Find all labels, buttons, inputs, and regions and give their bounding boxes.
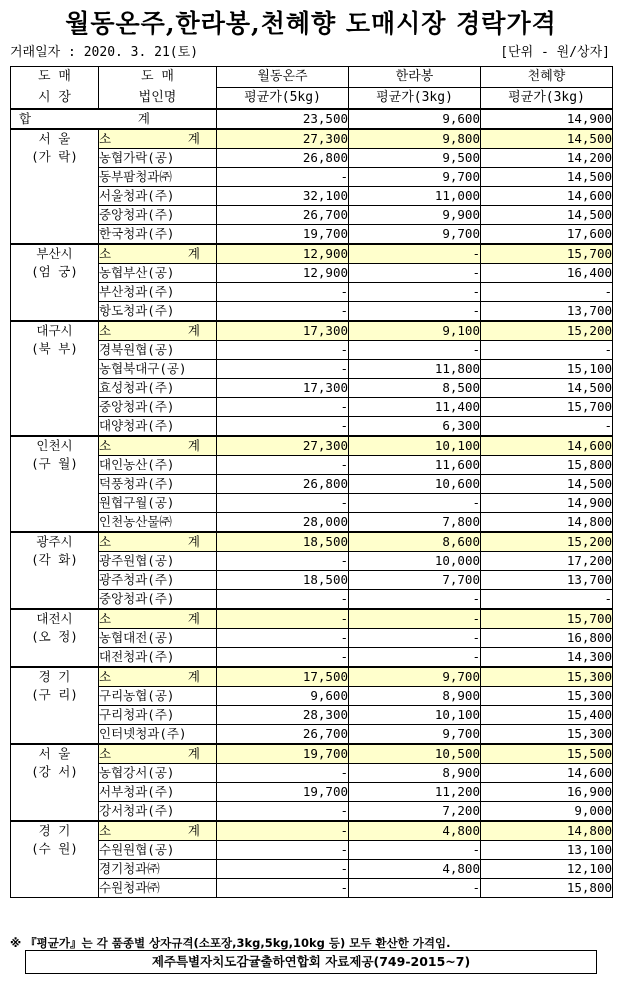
- price-cell: 8,900: [349, 687, 481, 706]
- market-name: [11, 821, 99, 898]
- corp-name: 중앙청과(주): [99, 590, 217, 610]
- price-cell: 8,900: [349, 764, 481, 783]
- price-cell: 15,700: [481, 244, 613, 264]
- header-col2-name: 한라봉: [349, 67, 481, 88]
- price-cell: -: [481, 590, 613, 610]
- market-city: 부산시: [36, 246, 73, 261]
- table-row: [11, 168, 613, 187]
- corp-name: 농협대전(공): [99, 629, 217, 648]
- price-cell: -: [217, 494, 349, 513]
- price-cell: 15,100: [481, 360, 613, 379]
- subtotal-row: [11, 667, 613, 687]
- price-cell: -: [481, 341, 613, 360]
- market-name: [11, 129, 99, 244]
- corp-name: 항도청과(주): [99, 302, 217, 322]
- price-cell: 12,100: [481, 860, 613, 879]
- table-row: [11, 225, 613, 245]
- subtotal-label-part: 소: [99, 746, 112, 761]
- price-cell: 9,700: [349, 168, 481, 187]
- table-row: [11, 687, 613, 706]
- market-block: [11, 667, 613, 744]
- corp-name: 인천농산물㈜: [99, 513, 217, 533]
- price-cell: 16,800: [481, 629, 613, 648]
- price-cell: 19,700: [217, 783, 349, 802]
- price-cell: -: [217, 590, 349, 610]
- price-cell: -: [481, 417, 613, 437]
- corp-name: 광주청과(주): [99, 571, 217, 590]
- header-col1-sub: 평균가(5kg): [217, 88, 349, 110]
- price-cell: 14,600: [481, 436, 613, 456]
- price-cell: 6,300: [349, 417, 481, 437]
- header-col1-name: 월동온주: [217, 67, 349, 88]
- price-cell: 26,700: [217, 206, 349, 225]
- subtotal-label-part: 소: [99, 246, 112, 261]
- subtotal-label-text: [99, 822, 216, 840]
- corp-name: 구리농협(공): [99, 687, 217, 706]
- table-row: [11, 149, 613, 168]
- price-cell: -: [217, 168, 349, 187]
- market-name: [11, 532, 99, 609]
- subtotal-label-part: 계: [187, 131, 200, 146]
- market-block: [11, 744, 613, 821]
- subtotal-label-part: 소: [99, 323, 112, 338]
- price-cell: 27,300: [217, 129, 349, 149]
- table-row: [11, 571, 613, 590]
- price-cell: 10,500: [349, 744, 481, 764]
- table-row: [11, 302, 613, 322]
- market-block: [11, 609, 613, 667]
- market-district: (엄 궁): [31, 264, 78, 279]
- subtotal-label-text: [99, 533, 216, 551]
- price-cell: 9,800: [349, 129, 481, 149]
- subtotal-label-part: 계: [187, 323, 200, 338]
- header-market-2: 시 장: [11, 88, 99, 110]
- price-cell: 14,500: [481, 168, 613, 187]
- table-row: [11, 552, 613, 571]
- subtotal-label-part: 계: [187, 438, 200, 453]
- price-cell: -: [349, 648, 481, 668]
- table-row: [11, 494, 613, 513]
- grand-total-row: [11, 109, 613, 129]
- price-cell: 9,000: [481, 802, 613, 822]
- price-cell: -: [217, 609, 349, 629]
- table-row: [11, 456, 613, 475]
- table-row: [11, 802, 613, 822]
- market-district: (오 정): [31, 629, 78, 644]
- corp-name: 대양청과(주): [99, 417, 217, 437]
- table-row: [11, 475, 613, 494]
- footnote: ※ 『평균가』는 각 품종별 상자규격(소포장,3kg,5kg,10kg 등) 모두 환산한 가격임.: [10, 936, 451, 950]
- price-cell: -: [217, 302, 349, 322]
- price-cell: -: [217, 821, 349, 841]
- corp-name: 대전청과(주): [99, 648, 217, 668]
- price-cell: 28,300: [217, 706, 349, 725]
- table-row: [11, 590, 613, 610]
- price-cell: -: [349, 841, 481, 860]
- market-name: [11, 609, 99, 667]
- trade-date: 거래일자 : 2020. 3. 21(토): [10, 45, 199, 60]
- price-cell: 11,400: [349, 398, 481, 417]
- price-cell: 15,300: [481, 687, 613, 706]
- price-cell: 11,200: [349, 783, 481, 802]
- price-cell: 9,700: [349, 667, 481, 687]
- price-cell: 26,800: [217, 475, 349, 494]
- table-row: [11, 706, 613, 725]
- subtotal-label-text: [99, 437, 216, 455]
- table-row: [11, 187, 613, 206]
- price-cell: 15,500: [481, 744, 613, 764]
- price-cell: 19,700: [217, 225, 349, 245]
- corp-name: 농협부산(공): [99, 264, 217, 283]
- price-cell: -: [349, 264, 481, 283]
- header-col2-sub: 평균가(3kg): [349, 88, 481, 110]
- market-name: [11, 244, 99, 321]
- price-cell: 13,700: [481, 302, 613, 322]
- table-row: [11, 398, 613, 417]
- price-cell: 15,700: [481, 398, 613, 417]
- market-city: 광주시: [36, 534, 73, 549]
- table-row: [11, 264, 613, 283]
- price-cell: 16,400: [481, 264, 613, 283]
- subtotal-label-text: [99, 610, 216, 628]
- market-district: (북 부): [31, 341, 78, 356]
- price-cell: 15,700: [481, 609, 613, 629]
- corp-name: 농협북대구(공): [99, 360, 217, 379]
- price-cell: -: [217, 629, 349, 648]
- corp-name: 광주원협(공): [99, 552, 217, 571]
- corp-name: 서부청과(주): [99, 783, 217, 802]
- subtotal-row: [11, 321, 613, 341]
- subtotal-label: [99, 744, 217, 764]
- subtotal-label-part: 계: [187, 246, 200, 261]
- price-cell: 14,800: [481, 821, 613, 841]
- table-row: [11, 764, 613, 783]
- price-cell: -: [217, 802, 349, 822]
- market-city: 서 울: [38, 746, 71, 761]
- table-row: [11, 379, 613, 398]
- price-cell: 9,700: [349, 725, 481, 745]
- price-cell: -: [349, 609, 481, 629]
- market-name: [11, 744, 99, 821]
- market-city: 경 기: [38, 669, 71, 684]
- unit-label: [단위 - 원/상자]: [500, 45, 610, 60]
- subtotal-label-part: 소: [99, 669, 112, 684]
- market-city: 경 기: [38, 823, 71, 838]
- price-cell: 4,800: [349, 860, 481, 879]
- page-title: 월동온주,한라봉,천혜향 도매시장 경락가격: [65, 9, 557, 38]
- corp-name: 원협구월(공): [99, 494, 217, 513]
- price-cell: -: [481, 283, 613, 302]
- price-cell: 10,000: [349, 552, 481, 571]
- price-cell: 11,600: [349, 456, 481, 475]
- price-cell: 9,600: [217, 687, 349, 706]
- subtotal-label: [99, 821, 217, 841]
- market-name: [11, 436, 99, 532]
- price-cell: -: [349, 302, 481, 322]
- grand-total-v2: 9,600: [349, 109, 481, 129]
- subtotal-row: [11, 532, 613, 552]
- price-cell: 9,500: [349, 149, 481, 168]
- price-cell: -: [349, 494, 481, 513]
- corp-name: 강서청과(주): [99, 802, 217, 822]
- price-cell: 12,900: [217, 244, 349, 264]
- table-row: [11, 341, 613, 360]
- table-row: [11, 783, 613, 802]
- market-block: [11, 129, 613, 244]
- market-city: 대구시: [36, 323, 73, 338]
- table-row: [11, 841, 613, 860]
- subtotal-label-part: 소: [99, 534, 112, 549]
- price-cell: 7,200: [349, 802, 481, 822]
- table-row: [11, 648, 613, 668]
- subtotal-label: [99, 436, 217, 456]
- price-cell: 17,600: [481, 225, 613, 245]
- grand-total-label-2: 계: [137, 111, 150, 126]
- subtotal-label-text: [99, 668, 216, 686]
- price-cell: 12,900: [217, 264, 349, 283]
- subtotal-row: [11, 821, 613, 841]
- corp-name: 대인농산(주): [99, 456, 217, 475]
- market-district: (각 화): [31, 552, 78, 567]
- subtotal-label-text: [99, 745, 216, 763]
- subtotal-label-text: [99, 245, 216, 263]
- price-cell: 14,600: [481, 764, 613, 783]
- corp-name: 효성청과(주): [99, 379, 217, 398]
- subtotal-label-part: 소: [99, 438, 112, 453]
- corp-name: 농협강서(공): [99, 764, 217, 783]
- price-cell: 16,900: [481, 783, 613, 802]
- corp-name: 덕풍청과(주): [99, 475, 217, 494]
- table-row: [11, 283, 613, 302]
- price-cell: 8,500: [349, 379, 481, 398]
- corp-name: 중앙청과(주): [99, 398, 217, 417]
- price-cell: 14,200: [481, 149, 613, 168]
- price-cell: 8,600: [349, 532, 481, 552]
- price-cell: 13,700: [481, 571, 613, 590]
- market-block: [11, 821, 613, 898]
- table-row: [11, 360, 613, 379]
- subtotal-label-part: 계: [187, 823, 200, 838]
- header-corp-2: 법인명: [99, 88, 217, 110]
- table-row: [11, 206, 613, 225]
- grand-total-v3: 14,900: [481, 109, 613, 129]
- price-cell: -: [349, 879, 481, 898]
- subtotal-row: [11, 129, 613, 149]
- price-cell: -: [217, 648, 349, 668]
- price-cell: -: [217, 552, 349, 571]
- corp-name: 동부팜청과㈜: [99, 168, 217, 187]
- subtotal-label-part: 계: [187, 746, 200, 761]
- corp-name: 경기청과㈜: [99, 860, 217, 879]
- source-box: 제주특별자치도감귤출하연합회 자료제공(749-2015~7): [25, 950, 597, 974]
- price-cell: 14,300: [481, 648, 613, 668]
- price-cell: -: [217, 764, 349, 783]
- market-city: 인천시: [36, 438, 73, 453]
- subtotal-label-part: 소: [99, 611, 112, 626]
- price-cell: 27,300: [217, 436, 349, 456]
- market-name: [11, 667, 99, 744]
- price-cell: 13,100: [481, 841, 613, 860]
- corp-name: 한국청과(주): [99, 225, 217, 245]
- price-cell: 15,800: [481, 456, 613, 475]
- market-block: [11, 244, 613, 321]
- market-district: (구 월): [31, 456, 78, 471]
- table-row: [11, 417, 613, 437]
- price-cell: 32,100: [217, 187, 349, 206]
- price-cell: -: [349, 283, 481, 302]
- subtotal-label: [99, 321, 217, 341]
- subtotal-row: [11, 744, 613, 764]
- corp-name: 인터넷청과(주): [99, 725, 217, 745]
- market-city: 서 울: [38, 131, 71, 146]
- subtotal-label-part: 계: [187, 669, 200, 684]
- price-cell: 17,500: [217, 667, 349, 687]
- table-row: [11, 513, 613, 533]
- price-cell: 28,000: [217, 513, 349, 533]
- market-district: (구 리): [31, 687, 78, 702]
- price-cell: -: [217, 456, 349, 475]
- price-cell: -: [217, 860, 349, 879]
- price-cell: 7,800: [349, 513, 481, 533]
- price-cell: 10,100: [349, 436, 481, 456]
- price-cell: 9,900: [349, 206, 481, 225]
- price-cell: 9,100: [349, 321, 481, 341]
- subtotal-label-part: 소: [99, 131, 112, 146]
- market-district: (가 락): [31, 149, 78, 164]
- price-cell: -: [217, 360, 349, 379]
- price-cell: 18,500: [217, 532, 349, 552]
- price-cell: 11,800: [349, 360, 481, 379]
- price-cell: -: [217, 841, 349, 860]
- market-block: [11, 436, 613, 532]
- subtotal-row: [11, 609, 613, 629]
- price-cell: 17,200: [481, 552, 613, 571]
- price-cell: 19,700: [217, 744, 349, 764]
- market-district: (강 서): [31, 764, 78, 779]
- price-cell: 7,700: [349, 571, 481, 590]
- price-cell: 14,900: [481, 494, 613, 513]
- price-cell: -: [217, 879, 349, 898]
- subtotal-label: [99, 609, 217, 629]
- price-cell: 14,500: [481, 475, 613, 494]
- price-cell: 26,800: [217, 149, 349, 168]
- price-cell: 9,700: [349, 225, 481, 245]
- subtotal-row: [11, 436, 613, 456]
- market-name: [11, 321, 99, 436]
- price-cell: 14,500: [481, 129, 613, 149]
- table-row: [11, 725, 613, 745]
- price-cell: 15,400: [481, 706, 613, 725]
- market-district: (수 원): [31, 841, 78, 856]
- price-cell: -: [349, 629, 481, 648]
- subtotal-row: [11, 244, 613, 264]
- corp-name: 수원청과㈜: [99, 879, 217, 898]
- corp-name: 경북원협(공): [99, 341, 217, 360]
- price-cell: 17,300: [217, 379, 349, 398]
- table-row: [11, 860, 613, 879]
- header-corp-1: 도 매: [99, 67, 217, 88]
- header-market-1: 도 매: [11, 67, 99, 88]
- corp-name: 농협가락(공): [99, 149, 217, 168]
- price-cell: 15,200: [481, 532, 613, 552]
- subtotal-label-part: 계: [187, 534, 200, 549]
- price-cell: -: [217, 417, 349, 437]
- corp-name: 부산청과(주): [99, 283, 217, 302]
- header-col3-sub: 평균가(3kg): [481, 88, 613, 110]
- grand-total-label-1: 합: [19, 111, 32, 126]
- price-cell: 11,000: [349, 187, 481, 206]
- subtotal-label-text: [99, 322, 216, 340]
- table-row: [11, 879, 613, 898]
- subtotal-label: [99, 244, 217, 264]
- grand-total-v1: 23,500: [217, 109, 349, 129]
- price-table: [10, 66, 613, 898]
- corp-name: 구리청과(주): [99, 706, 217, 725]
- price-cell: 15,300: [481, 725, 613, 745]
- table-row: [11, 629, 613, 648]
- price-cell: 4,800: [349, 821, 481, 841]
- price-cell: 14,500: [481, 379, 613, 398]
- subtotal-label-part: 계: [187, 611, 200, 626]
- subtotal-label: [99, 532, 217, 552]
- price-cell: 15,200: [481, 321, 613, 341]
- market-block: [11, 321, 613, 436]
- price-cell: -: [217, 341, 349, 360]
- price-cell: 10,600: [349, 475, 481, 494]
- subtotal-label: [99, 129, 217, 149]
- price-cell: 15,800: [481, 879, 613, 898]
- subtotal-label: [99, 667, 217, 687]
- corp-name: 서울청과(주): [99, 187, 217, 206]
- corp-name: 중앙청과(주): [99, 206, 217, 225]
- price-cell: -: [217, 283, 349, 302]
- price-cell: 10,100: [349, 706, 481, 725]
- price-cell: 17,300: [217, 321, 349, 341]
- header-col3-name: 천혜향: [481, 67, 613, 88]
- price-cell: 26,700: [217, 725, 349, 745]
- price-cell: 14,800: [481, 513, 613, 533]
- price-cell: 15,300: [481, 667, 613, 687]
- price-cell: -: [349, 590, 481, 610]
- price-cell: 14,500: [481, 206, 613, 225]
- market-block: [11, 532, 613, 609]
- corp-name: 수원원협(공): [99, 841, 217, 860]
- price-cell: 14,600: [481, 187, 613, 206]
- grand-total-label: [11, 109, 217, 129]
- price-cell: -: [349, 244, 481, 264]
- price-cell: 18,500: [217, 571, 349, 590]
- price-cell: -: [349, 341, 481, 360]
- price-cell: -: [217, 398, 349, 417]
- subtotal-label-text: [99, 130, 216, 148]
- market-city: 대전시: [36, 611, 73, 626]
- subtotal-label-part: 소: [99, 823, 112, 838]
